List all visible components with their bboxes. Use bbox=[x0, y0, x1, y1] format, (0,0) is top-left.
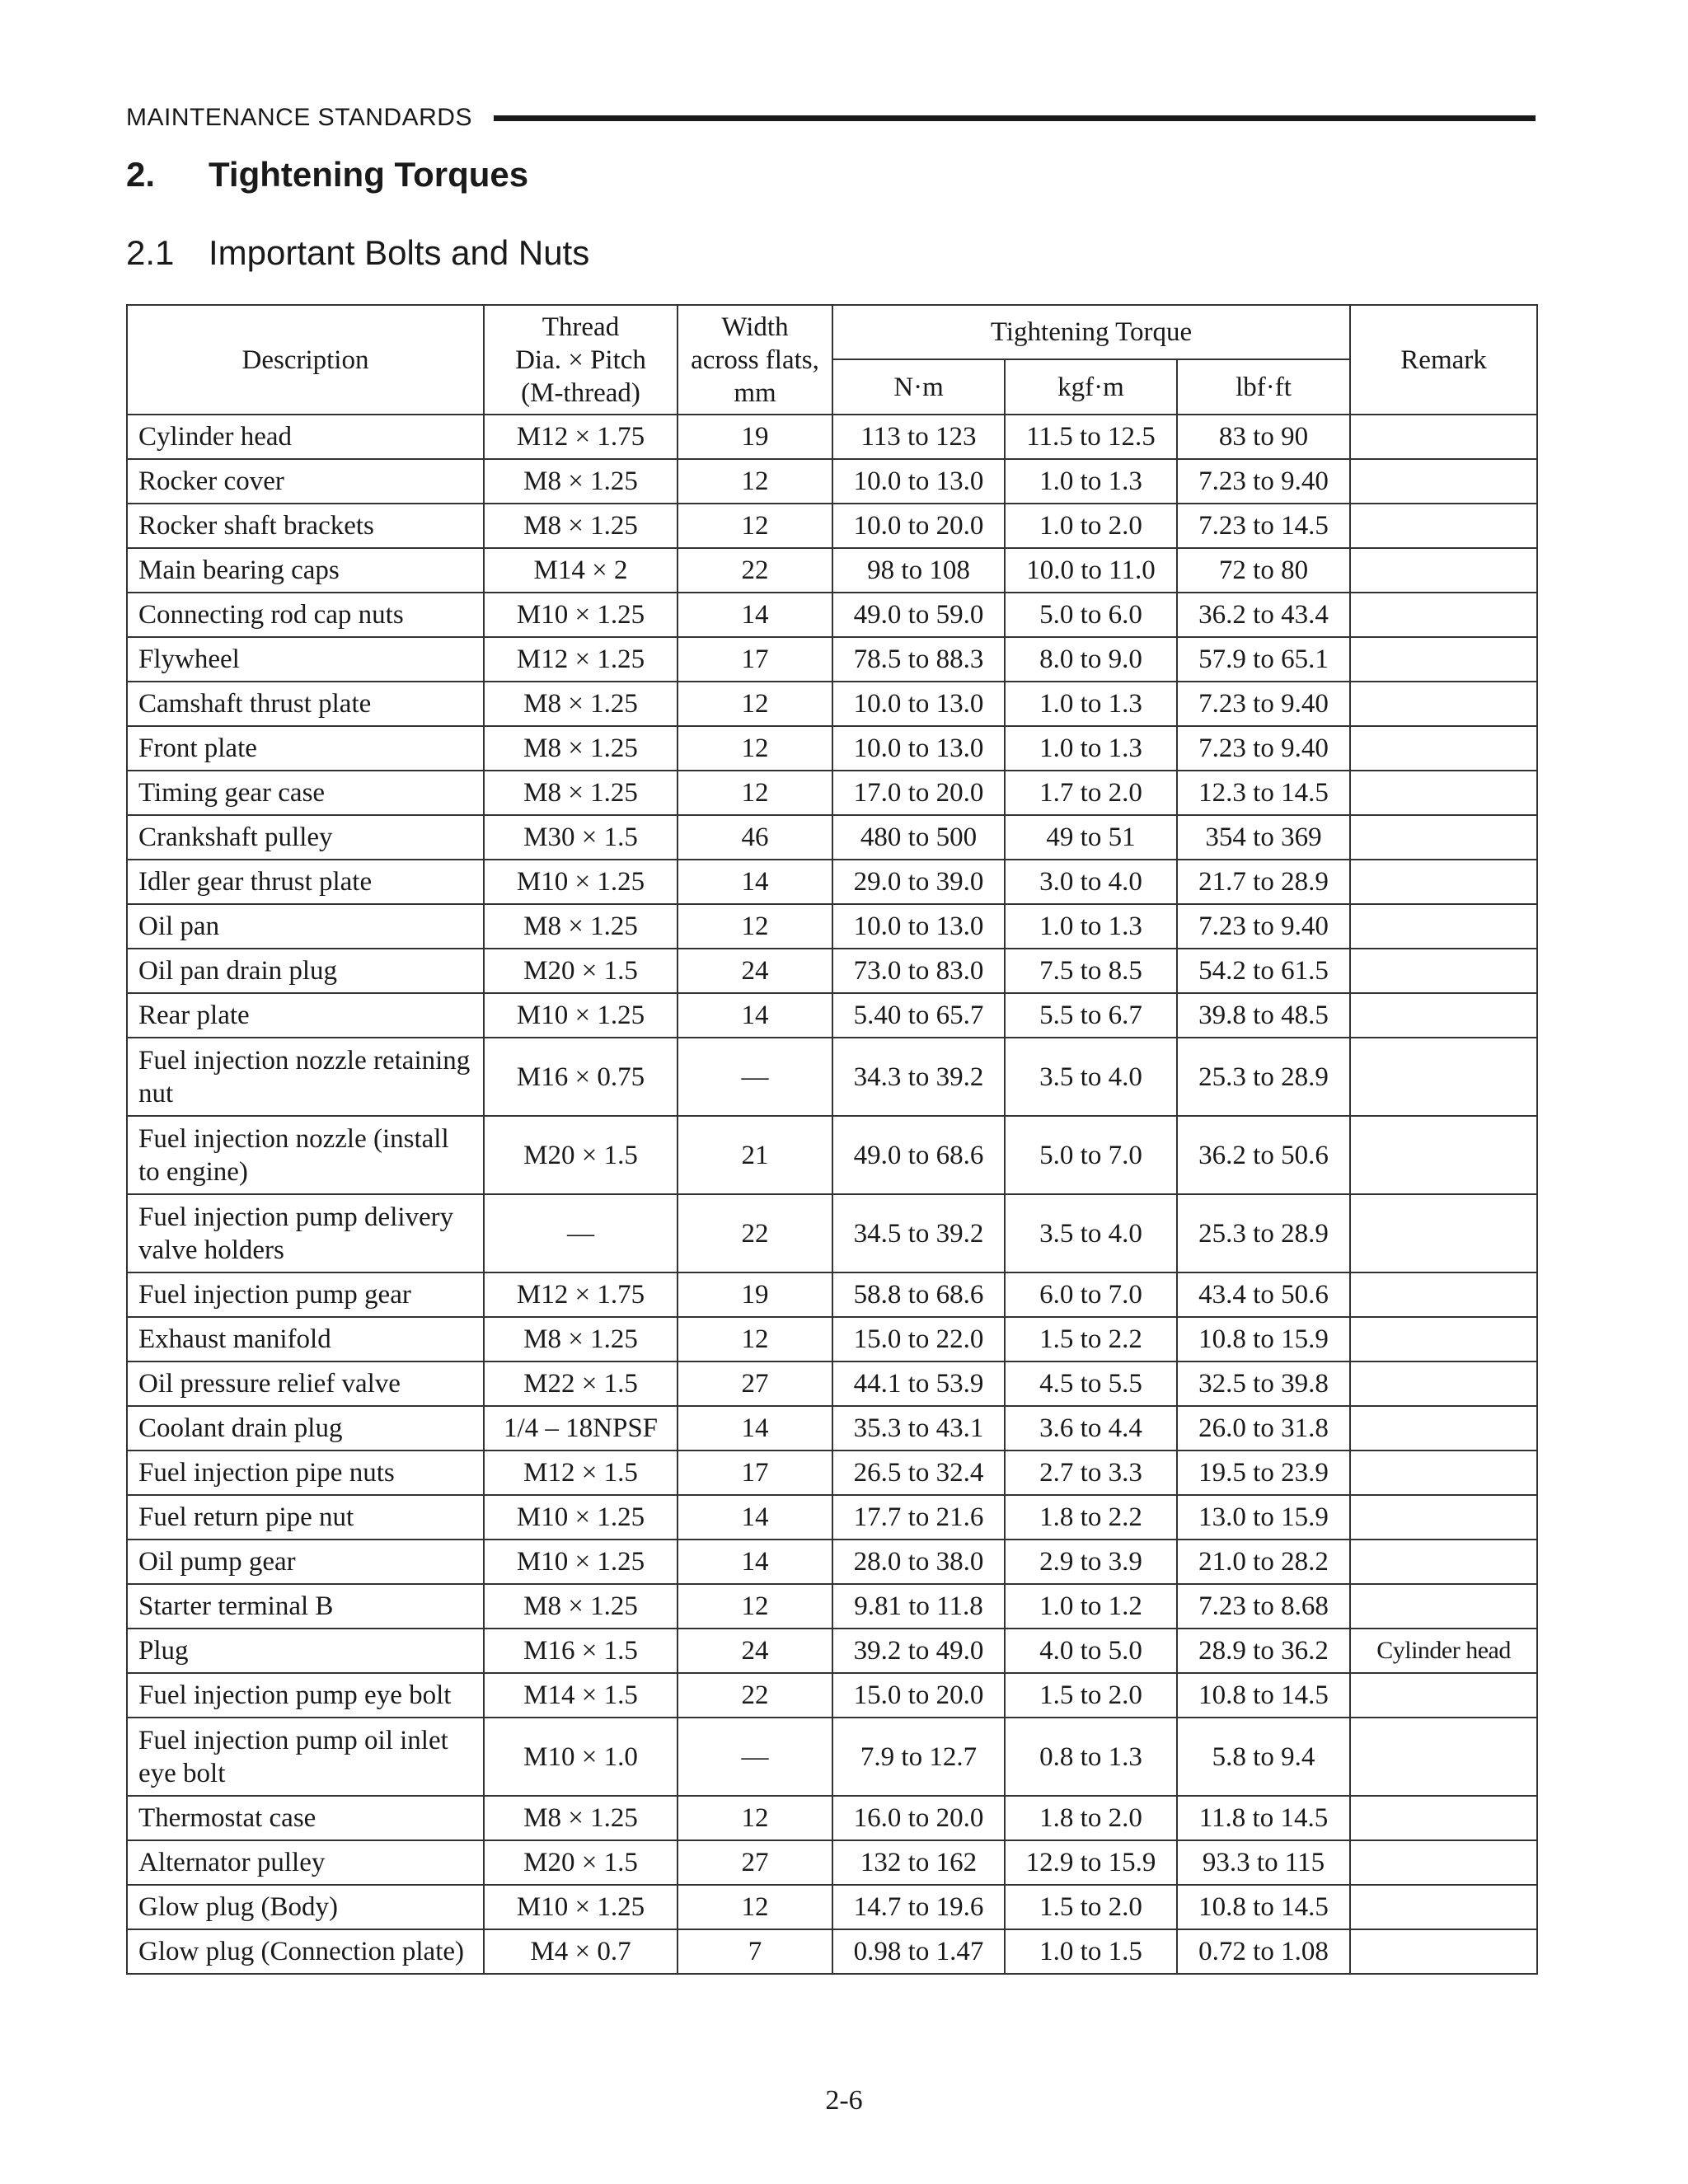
cell-nm: 15.0 to 20.0 bbox=[832, 1673, 1005, 1718]
cell-width: 14 bbox=[678, 593, 832, 637]
cell-description: Alternator pulley bbox=[127, 1840, 484, 1885]
header-description: Description bbox=[127, 305, 484, 415]
cell-lbfft: 354 to 369 bbox=[1177, 815, 1350, 860]
cell-lbfft: 36.2 to 43.4 bbox=[1177, 593, 1350, 637]
cell-width: 22 bbox=[678, 1194, 832, 1272]
table-row bbox=[127, 1840, 1537, 1885]
cell-lbfft: 19.5 to 23.9 bbox=[1177, 1451, 1350, 1495]
cell-thread: M10 × 1.25 bbox=[484, 860, 678, 904]
cell-lbfft: 10.8 to 15.9 bbox=[1177, 1317, 1350, 1361]
cell-lbfft: 57.9 to 65.1 bbox=[1177, 637, 1350, 682]
cell-width: 12 bbox=[678, 726, 832, 771]
table-row bbox=[127, 593, 1537, 637]
cell-width: 46 bbox=[678, 815, 832, 860]
cell-width: 14 bbox=[678, 1540, 832, 1584]
cell-remark bbox=[1350, 993, 1537, 1038]
cell-lbfft: 10.8 to 14.5 bbox=[1177, 1885, 1350, 1929]
cell-thread: M8 × 1.25 bbox=[484, 682, 678, 726]
cell-kgfm: 1.5 to 2.2 bbox=[1005, 1317, 1177, 1361]
cell-nm: 17.0 to 20.0 bbox=[832, 771, 1005, 815]
cell-lbfft: 7.23 to 8.68 bbox=[1177, 1584, 1350, 1629]
page-number: 2-6 bbox=[825, 2085, 863, 2116]
header-kgfm: kgf·m bbox=[1005, 359, 1177, 415]
cell-thread: M8 × 1.25 bbox=[484, 1317, 678, 1361]
cell-nm: 98 to 108 bbox=[832, 548, 1005, 593]
table-row bbox=[127, 1540, 1537, 1584]
cell-nm: 34.5 to 39.2 bbox=[832, 1194, 1005, 1272]
cell-description: Connecting rod cap nuts bbox=[127, 593, 484, 637]
cell-lbfft: 7.23 to 14.5 bbox=[1177, 504, 1350, 548]
cell-kgfm: 12.9 to 15.9 bbox=[1005, 1840, 1177, 1885]
cell-lbfft: 28.9 to 36.2 bbox=[1177, 1629, 1350, 1673]
cell-lbfft: 7.23 to 9.40 bbox=[1177, 682, 1350, 726]
cell-lbfft: 25.3 to 28.9 bbox=[1177, 1194, 1350, 1272]
cell-kgfm: 1.5 to 2.0 bbox=[1005, 1885, 1177, 1929]
cell-description: Idler gear thrust plate bbox=[127, 860, 484, 904]
cell-kgfm: 1.0 to 1.3 bbox=[1005, 682, 1177, 726]
table-row bbox=[127, 548, 1537, 593]
table-row bbox=[127, 637, 1537, 682]
cell-nm: 49.0 to 68.6 bbox=[832, 1116, 1005, 1194]
cell-description: Fuel injection nozzle (install to engine) bbox=[127, 1116, 484, 1194]
cell-nm: 10.0 to 13.0 bbox=[832, 726, 1005, 771]
table-row bbox=[127, 1194, 1537, 1272]
table-row bbox=[127, 726, 1537, 771]
cell-width: 12 bbox=[678, 1584, 832, 1629]
cell-kgfm: 49 to 51 bbox=[1005, 815, 1177, 860]
cell-nm: 10.0 to 13.0 bbox=[832, 459, 1005, 504]
cell-description: Front plate bbox=[127, 726, 484, 771]
cell-lbfft: 54.2 to 61.5 bbox=[1177, 949, 1350, 993]
header-tightening-torque: Tightening Torque bbox=[832, 305, 1350, 359]
cell-lbfft: 10.8 to 14.5 bbox=[1177, 1673, 1350, 1718]
cell-thread: M16 × 1.5 bbox=[484, 1629, 678, 1673]
cell-lbfft: 93.3 to 115 bbox=[1177, 1840, 1350, 1885]
cell-lbfft: 83 to 90 bbox=[1177, 415, 1350, 459]
cell-kgfm: 1.0 to 1.5 bbox=[1005, 1929, 1177, 1974]
cell-kgfm: 1.8 to 2.2 bbox=[1005, 1495, 1177, 1540]
header-thread: Thread Dia. × Pitch (M-thread) bbox=[484, 305, 678, 415]
cell-remark bbox=[1350, 1885, 1537, 1929]
cell-description: Coolant drain plug bbox=[127, 1406, 484, 1451]
table-row bbox=[127, 1929, 1537, 1974]
cell-width: 14 bbox=[678, 993, 832, 1038]
cell-width: 12 bbox=[678, 1796, 832, 1840]
header-width: Width across flats, mm bbox=[678, 305, 832, 415]
cell-thread: M16 × 0.75 bbox=[484, 1038, 678, 1116]
cell-thread: M8 × 1.25 bbox=[484, 459, 678, 504]
cell-thread: M12 × 1.25 bbox=[484, 637, 678, 682]
cell-kgfm: 1.7 to 2.0 bbox=[1005, 771, 1177, 815]
cell-thread: M30 × 1.5 bbox=[484, 815, 678, 860]
cell-nm: 28.0 to 38.0 bbox=[832, 1540, 1005, 1584]
cell-width: 22 bbox=[678, 548, 832, 593]
cell-description: Thermostat case bbox=[127, 1796, 484, 1840]
cell-nm: 17.7 to 21.6 bbox=[832, 1495, 1005, 1540]
table-row bbox=[127, 1673, 1537, 1718]
cell-kgfm: 1.0 to 1.2 bbox=[1005, 1584, 1177, 1629]
cell-lbfft: 26.0 to 31.8 bbox=[1177, 1406, 1350, 1451]
cell-remark bbox=[1350, 771, 1537, 815]
table-row bbox=[127, 1495, 1537, 1540]
cell-remark bbox=[1350, 1840, 1537, 1885]
cell-thread: — bbox=[484, 1194, 678, 1272]
cell-width: 12 bbox=[678, 682, 832, 726]
cell-kgfm: 8.0 to 9.0 bbox=[1005, 637, 1177, 682]
cell-width: 14 bbox=[678, 1406, 832, 1451]
cell-thread: M10 × 1.25 bbox=[484, 1495, 678, 1540]
table-row bbox=[127, 1361, 1537, 1406]
table-row bbox=[127, 1629, 1537, 1673]
cell-width: 22 bbox=[678, 1673, 832, 1718]
cell-width: 12 bbox=[678, 771, 832, 815]
cell-width: 12 bbox=[678, 459, 832, 504]
cell-remark bbox=[1350, 1451, 1537, 1495]
cell-kgfm: 1.0 to 1.3 bbox=[1005, 459, 1177, 504]
cell-remark bbox=[1350, 860, 1537, 904]
cell-remark bbox=[1350, 593, 1537, 637]
cell-nm: 35.3 to 43.1 bbox=[832, 1406, 1005, 1451]
cell-remark bbox=[1350, 1194, 1537, 1272]
cell-kgfm: 5.0 to 7.0 bbox=[1005, 1116, 1177, 1194]
heading-2 bbox=[126, 233, 589, 273]
cell-width: 24 bbox=[678, 1629, 832, 1673]
cell-nm: 10.0 to 13.0 bbox=[832, 682, 1005, 726]
cell-nm: 44.1 to 53.9 bbox=[832, 1361, 1005, 1406]
header-nm: N·m bbox=[832, 359, 1005, 415]
cell-kgfm: 5.0 to 6.0 bbox=[1005, 593, 1177, 637]
cell-lbfft: 25.3 to 28.9 bbox=[1177, 1038, 1350, 1116]
header-remark: Remark bbox=[1350, 305, 1537, 415]
cell-kgfm: 3.5 to 4.0 bbox=[1005, 1194, 1177, 1272]
cell-nm: 73.0 to 83.0 bbox=[832, 949, 1005, 993]
table-row bbox=[127, 1451, 1537, 1495]
cell-width: 19 bbox=[678, 415, 832, 459]
cell-width: 12 bbox=[678, 1317, 832, 1361]
cell-width: 12 bbox=[678, 504, 832, 548]
cell-kgfm: 11.5 to 12.5 bbox=[1005, 415, 1177, 459]
cell-width: 7 bbox=[678, 1929, 832, 1974]
header-lbfft: lbf·ft bbox=[1177, 359, 1350, 415]
cell-thread: M10 × 1.25 bbox=[484, 1540, 678, 1584]
cell-remark: Cylinder head bbox=[1350, 1629, 1537, 1673]
cell-nm: 9.81 to 11.8 bbox=[832, 1584, 1005, 1629]
cell-description: Camshaft thrust plate bbox=[127, 682, 484, 726]
cell-nm: 480 to 500 bbox=[832, 815, 1005, 860]
cell-nm: 49.0 to 59.0 bbox=[832, 593, 1005, 637]
table-row bbox=[127, 1116, 1537, 1194]
cell-remark bbox=[1350, 815, 1537, 860]
cell-kgfm: 10.0 to 11.0 bbox=[1005, 548, 1177, 593]
cell-description: Fuel return pipe nut bbox=[127, 1495, 484, 1540]
header-rule bbox=[494, 115, 1536, 121]
cell-lbfft: 7.23 to 9.40 bbox=[1177, 459, 1350, 504]
cell-remark bbox=[1350, 1317, 1537, 1361]
cell-thread: M12 × 1.5 bbox=[484, 1451, 678, 1495]
cell-thread: M14 × 2 bbox=[484, 548, 678, 593]
cell-description: Fuel injection pipe nuts bbox=[127, 1451, 484, 1495]
cell-thread: M8 × 1.25 bbox=[484, 771, 678, 815]
cell-remark bbox=[1350, 726, 1537, 771]
cell-lbfft: 7.23 to 9.40 bbox=[1177, 904, 1350, 949]
cell-remark bbox=[1350, 1406, 1537, 1451]
cell-kgfm: 1.8 to 2.0 bbox=[1005, 1796, 1177, 1840]
cell-kgfm: 1.5 to 2.0 bbox=[1005, 1673, 1177, 1718]
section-label: MAINTENANCE STANDARDS bbox=[126, 104, 472, 131]
cell-kgfm: 4.5 to 5.5 bbox=[1005, 1361, 1177, 1406]
cell-nm: 113 to 123 bbox=[832, 415, 1005, 459]
cell-nm: 14.7 to 19.6 bbox=[832, 1885, 1005, 1929]
cell-nm: 39.2 to 49.0 bbox=[832, 1629, 1005, 1673]
table-row bbox=[127, 1796, 1537, 1840]
cell-nm: 7.9 to 12.7 bbox=[832, 1718, 1005, 1796]
heading-1-number: 2. bbox=[126, 155, 156, 194]
cell-remark bbox=[1350, 637, 1537, 682]
cell-nm: 34.3 to 39.2 bbox=[832, 1038, 1005, 1116]
cell-nm: 16.0 to 20.0 bbox=[832, 1796, 1005, 1840]
cell-thread: M8 × 1.25 bbox=[484, 1584, 678, 1629]
cell-remark bbox=[1350, 415, 1537, 459]
table-row bbox=[127, 1038, 1537, 1116]
cell-description: Flywheel bbox=[127, 637, 484, 682]
cell-width: 17 bbox=[678, 637, 832, 682]
heading-2-number: 2.1 bbox=[126, 233, 175, 272]
cell-lbfft: 36.2 to 50.6 bbox=[1177, 1116, 1350, 1194]
cell-remark bbox=[1350, 1584, 1537, 1629]
cell-nm: 5.40 to 65.7 bbox=[832, 993, 1005, 1038]
cell-description: Fuel injection nozzle retaining nut bbox=[127, 1038, 484, 1116]
cell-description: Fuel injection pump gear bbox=[127, 1272, 484, 1317]
cell-width: 24 bbox=[678, 949, 832, 993]
cell-remark bbox=[1350, 1272, 1537, 1317]
cell-kgfm: 3.0 to 4.0 bbox=[1005, 860, 1177, 904]
cell-remark bbox=[1350, 1540, 1537, 1584]
table-row bbox=[127, 1272, 1537, 1317]
heading-2-title: Important Bolts and Nuts bbox=[209, 233, 590, 272]
cell-remark bbox=[1350, 1495, 1537, 1540]
table-row bbox=[127, 860, 1537, 904]
cell-description: Oil pan drain plug bbox=[127, 949, 484, 993]
cell-thread: M8 × 1.25 bbox=[484, 504, 678, 548]
cell-thread: M10 × 1.25 bbox=[484, 1885, 678, 1929]
torque-table bbox=[126, 304, 1538, 1975]
cell-description: Glow plug (Body) bbox=[127, 1885, 484, 1929]
table-row bbox=[127, 504, 1537, 548]
table-row bbox=[127, 415, 1537, 459]
table-row bbox=[127, 1885, 1537, 1929]
cell-kgfm: 2.7 to 3.3 bbox=[1005, 1451, 1177, 1495]
cell-lbfft: 21.7 to 28.9 bbox=[1177, 860, 1350, 904]
cell-lbfft: 5.8 to 9.4 bbox=[1177, 1718, 1350, 1796]
cell-kgfm: 1.0 to 2.0 bbox=[1005, 504, 1177, 548]
cell-width: 12 bbox=[678, 1885, 832, 1929]
cell-thread: M20 × 1.5 bbox=[484, 949, 678, 993]
cell-width: 14 bbox=[678, 1495, 832, 1540]
cell-width: — bbox=[678, 1038, 832, 1116]
cell-nm: 58.8 to 68.6 bbox=[832, 1272, 1005, 1317]
heading-1-title: Tightening Torques bbox=[209, 155, 529, 194]
cell-nm: 0.98 to 1.47 bbox=[832, 1929, 1005, 1974]
cell-remark bbox=[1350, 1116, 1537, 1194]
cell-kgfm: 3.5 to 4.0 bbox=[1005, 1038, 1177, 1116]
cell-remark bbox=[1350, 1929, 1537, 1974]
cell-description: Oil pump gear bbox=[127, 1540, 484, 1584]
cell-kgfm: 0.8 to 1.3 bbox=[1005, 1718, 1177, 1796]
cell-remark bbox=[1350, 1796, 1537, 1840]
table-row bbox=[127, 459, 1537, 504]
cell-nm: 132 to 162 bbox=[832, 1840, 1005, 1885]
cell-remark bbox=[1350, 548, 1537, 593]
cell-description: Glow plug (Connection plate) bbox=[127, 1929, 484, 1974]
cell-description: Fuel injection pump delivery valve holders bbox=[127, 1194, 484, 1272]
table-row bbox=[127, 1584, 1537, 1629]
cell-thread: M8 × 1.25 bbox=[484, 904, 678, 949]
cell-thread: M12 × 1.75 bbox=[484, 1272, 678, 1317]
cell-remark bbox=[1350, 904, 1537, 949]
cell-lbfft: 12.3 to 14.5 bbox=[1177, 771, 1350, 815]
cell-description: Rocker shaft brackets bbox=[127, 504, 484, 548]
cell-thread: M8 × 1.25 bbox=[484, 726, 678, 771]
table-row bbox=[127, 1317, 1537, 1361]
table-row bbox=[127, 815, 1537, 860]
cell-thread: 1/4 – 18NPSF bbox=[484, 1406, 678, 1451]
cell-width: 17 bbox=[678, 1451, 832, 1495]
cell-kgfm: 4.0 to 5.0 bbox=[1005, 1629, 1177, 1673]
cell-remark bbox=[1350, 504, 1537, 548]
cell-description: Main bearing caps bbox=[127, 548, 484, 593]
cell-kgfm: 3.6 to 4.4 bbox=[1005, 1406, 1177, 1451]
cell-lbfft: 43.4 to 50.6 bbox=[1177, 1272, 1350, 1317]
cell-kgfm: 5.5 to 6.7 bbox=[1005, 993, 1177, 1038]
table-row bbox=[127, 993, 1537, 1038]
cell-description: Oil pressure relief valve bbox=[127, 1361, 484, 1406]
cell-description: Oil pan bbox=[127, 904, 484, 949]
cell-width: 27 bbox=[678, 1361, 832, 1406]
table-row bbox=[127, 771, 1537, 815]
cell-lbfft: 32.5 to 39.8 bbox=[1177, 1361, 1350, 1406]
cell-thread: M10 × 1.0 bbox=[484, 1718, 678, 1796]
cell-width: 21 bbox=[678, 1116, 832, 1194]
cell-description: Fuel injection pump eye bolt bbox=[127, 1673, 484, 1718]
cell-remark bbox=[1350, 1038, 1537, 1116]
cell-description: Plug bbox=[127, 1629, 484, 1673]
cell-nm: 15.0 to 22.0 bbox=[832, 1317, 1005, 1361]
cell-kgfm: 2.9 to 3.9 bbox=[1005, 1540, 1177, 1584]
cell-nm: 78.5 to 88.3 bbox=[832, 637, 1005, 682]
table-row bbox=[127, 1406, 1537, 1451]
table-row bbox=[127, 682, 1537, 726]
cell-thread: M10 × 1.25 bbox=[484, 593, 678, 637]
cell-nm: 10.0 to 13.0 bbox=[832, 904, 1005, 949]
cell-lbfft: 72 to 80 bbox=[1177, 548, 1350, 593]
cell-description: Starter terminal B bbox=[127, 1584, 484, 1629]
cell-remark bbox=[1350, 1361, 1537, 1406]
cell-thread: M8 × 1.25 bbox=[484, 1796, 678, 1840]
torque-table-body bbox=[127, 415, 1537, 1974]
cell-kgfm: 1.0 to 1.3 bbox=[1005, 904, 1177, 949]
cell-width: 12 bbox=[678, 904, 832, 949]
cell-lbfft: 21.0 to 28.2 bbox=[1177, 1540, 1350, 1584]
cell-description: Fuel injection pump oil inlet eye bolt bbox=[127, 1718, 484, 1796]
cell-lbfft: 0.72 to 1.08 bbox=[1177, 1929, 1350, 1974]
cell-remark bbox=[1350, 1673, 1537, 1718]
cell-remark bbox=[1350, 1718, 1537, 1796]
cell-thread: M4 × 0.7 bbox=[484, 1929, 678, 1974]
section-header bbox=[126, 97, 1536, 138]
cell-description: Crankshaft pulley bbox=[127, 815, 484, 860]
cell-kgfm: 7.5 to 8.5 bbox=[1005, 949, 1177, 993]
cell-width: — bbox=[678, 1718, 832, 1796]
cell-width: 14 bbox=[678, 860, 832, 904]
cell-remark bbox=[1350, 682, 1537, 726]
cell-thread: M12 × 1.75 bbox=[484, 415, 678, 459]
cell-width: 27 bbox=[678, 1840, 832, 1885]
cell-lbfft: 11.8 to 14.5 bbox=[1177, 1796, 1350, 1840]
table-row bbox=[127, 904, 1537, 949]
cell-nm: 26.5 to 32.4 bbox=[832, 1451, 1005, 1495]
cell-thread: M10 × 1.25 bbox=[484, 993, 678, 1038]
cell-description: Cylinder head bbox=[127, 415, 484, 459]
cell-nm: 29.0 to 39.0 bbox=[832, 860, 1005, 904]
cell-lbfft: 13.0 to 15.9 bbox=[1177, 1495, 1350, 1540]
cell-thread: M14 × 1.5 bbox=[484, 1673, 678, 1718]
cell-lbfft: 39.8 to 48.5 bbox=[1177, 993, 1350, 1038]
cell-description: Rear plate bbox=[127, 993, 484, 1038]
cell-width: 19 bbox=[678, 1272, 832, 1317]
cell-description: Exhaust manifold bbox=[127, 1317, 484, 1361]
cell-thread: M22 × 1.5 bbox=[484, 1361, 678, 1406]
heading-1 bbox=[126, 155, 528, 194]
cell-description: Rocker cover bbox=[127, 459, 484, 504]
cell-lbfft: 7.23 to 9.40 bbox=[1177, 726, 1350, 771]
cell-thread: M20 × 1.5 bbox=[484, 1116, 678, 1194]
cell-nm: 10.0 to 20.0 bbox=[832, 504, 1005, 548]
cell-kgfm: 6.0 to 7.0 bbox=[1005, 1272, 1177, 1317]
cell-remark bbox=[1350, 459, 1537, 504]
cell-kgfm: 1.0 to 1.3 bbox=[1005, 726, 1177, 771]
table-row bbox=[127, 1718, 1537, 1796]
cell-thread: M20 × 1.5 bbox=[484, 1840, 678, 1885]
cell-description: Timing gear case bbox=[127, 771, 484, 815]
table-row bbox=[127, 949, 1537, 993]
cell-remark bbox=[1350, 949, 1537, 993]
